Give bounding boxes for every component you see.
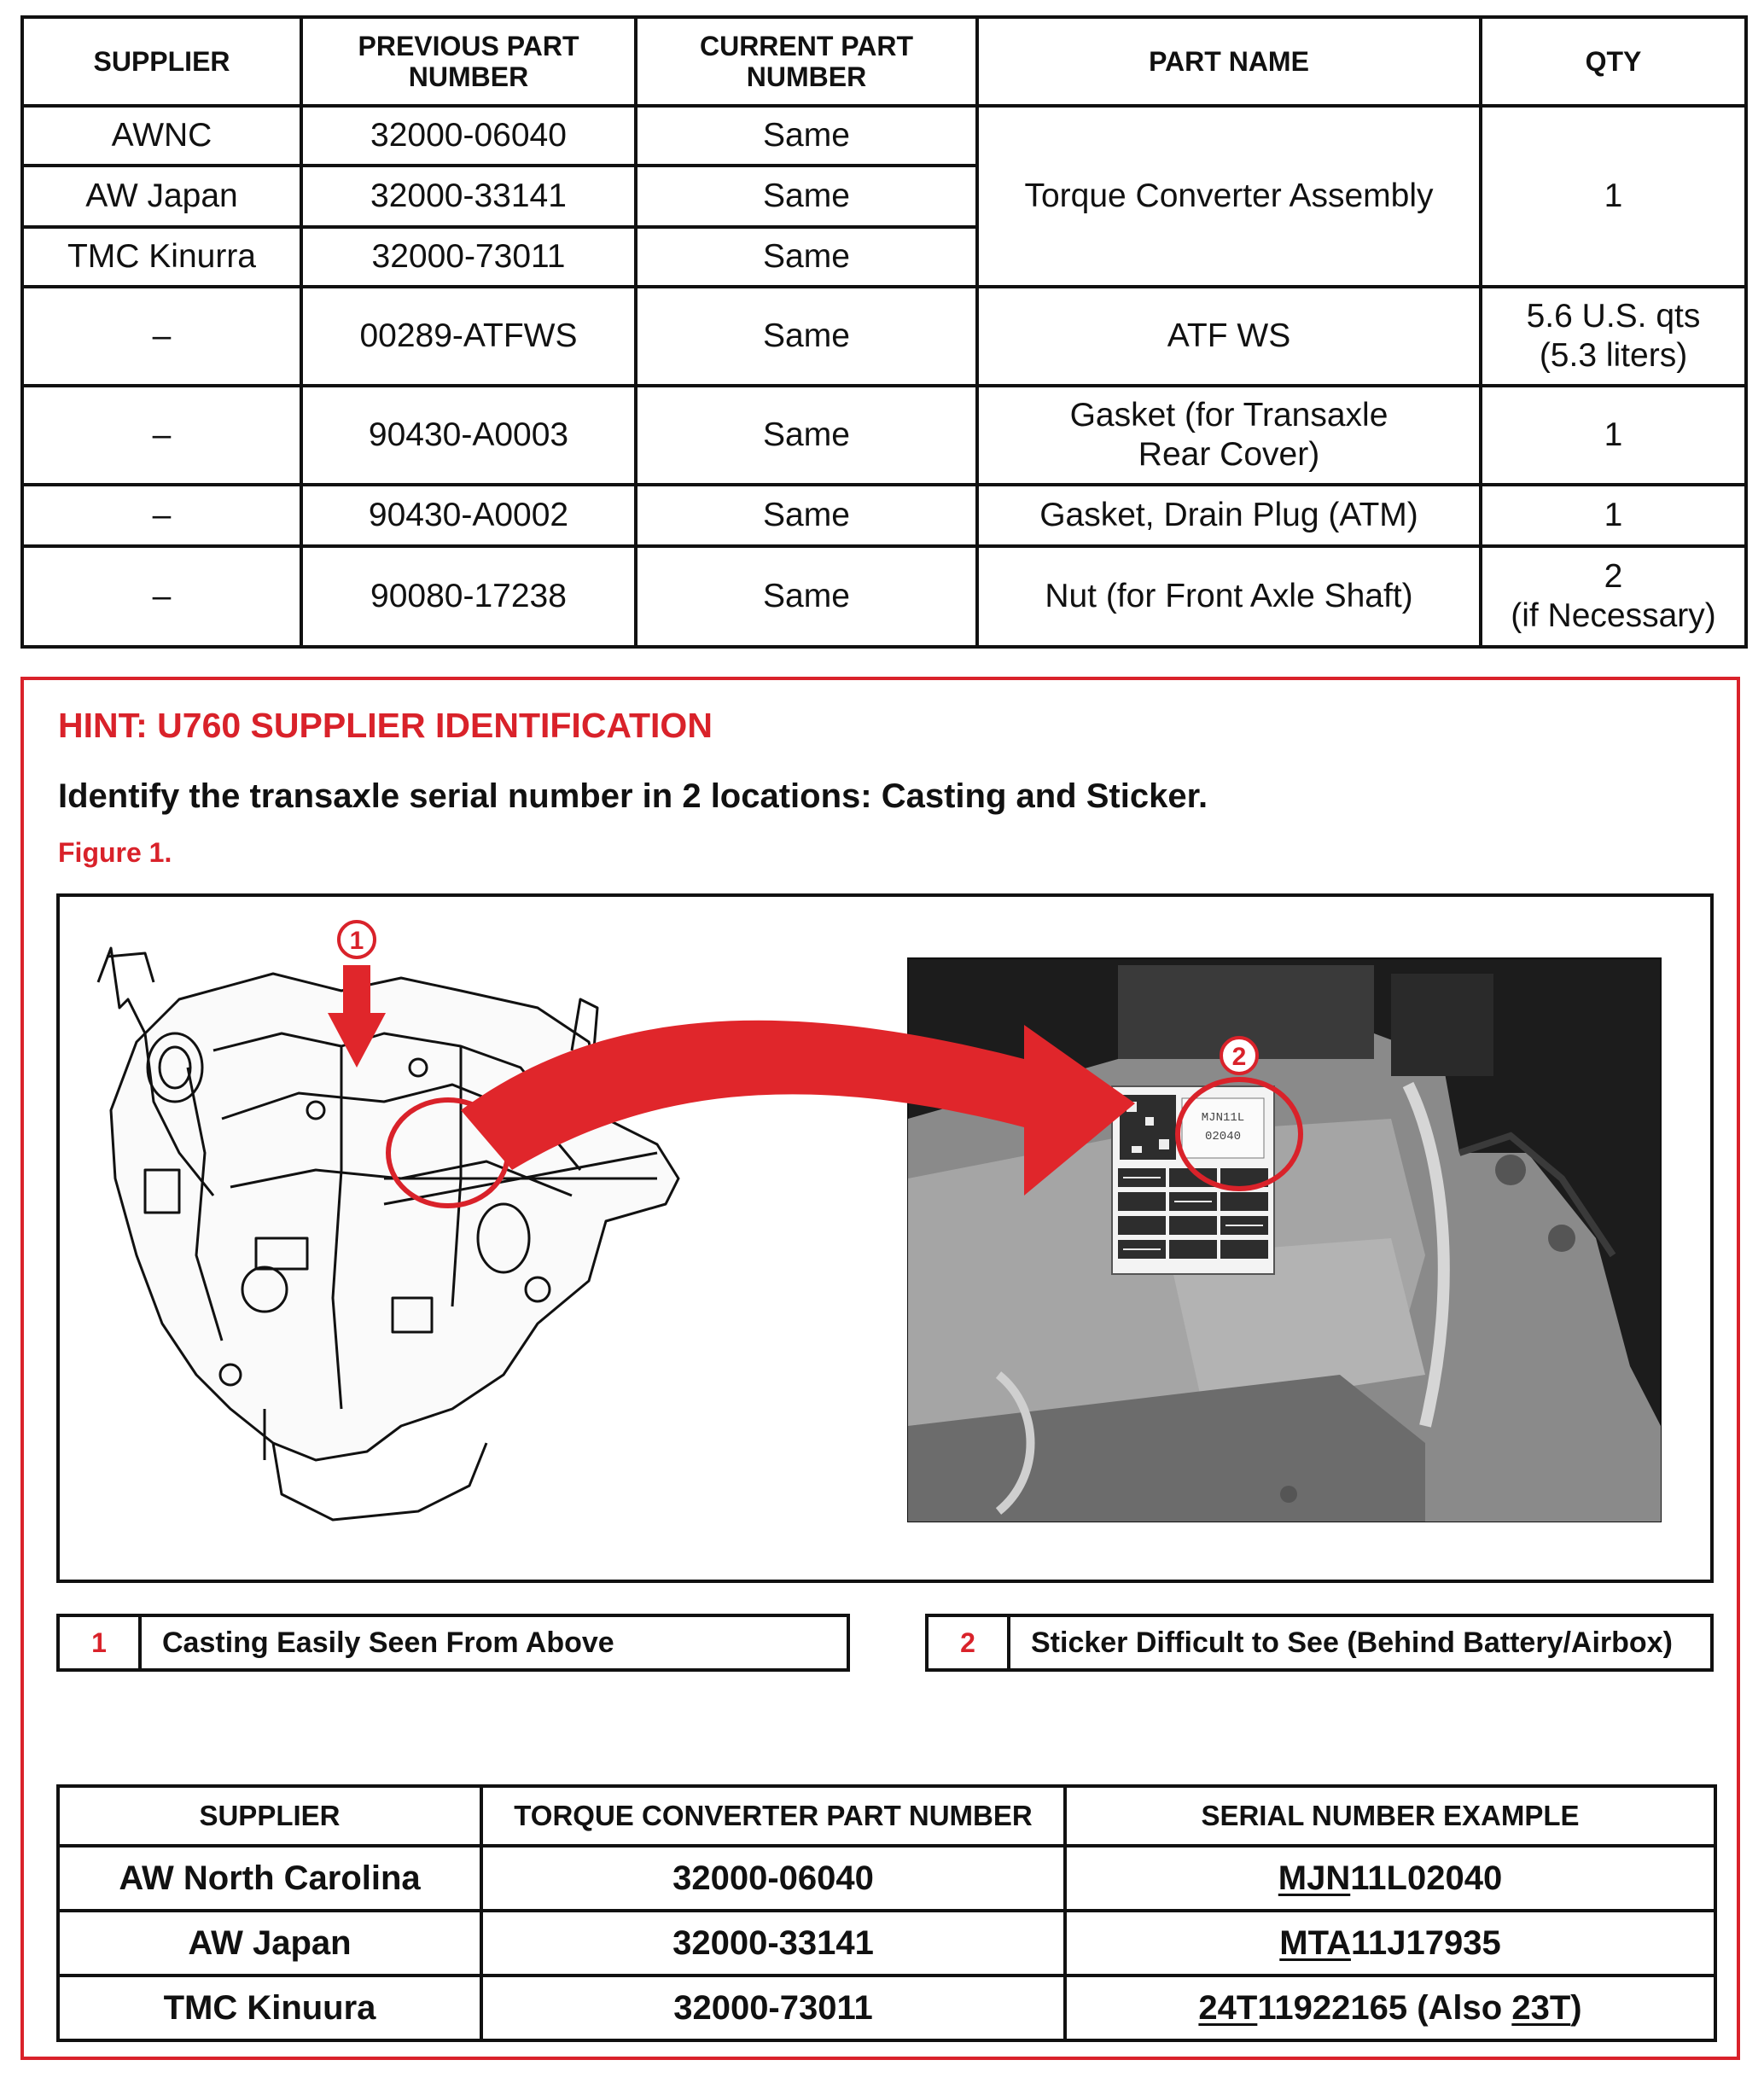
cell-qty-torque-converter: 1 (1481, 106, 1746, 287)
supplier-table-header (58, 1786, 1715, 1846)
figure-1 (56, 893, 1714, 1583)
cell-serial: MJN11L02040 (1065, 1846, 1715, 1911)
svg-text:MJN11L: MJN11L (1201, 1111, 1245, 1125)
cell-supplier: – (22, 485, 301, 546)
cell-qty: 2 (if Necessary) (1481, 546, 1746, 647)
cell-current: Same (636, 227, 977, 287)
figure-label: Figure 1. (58, 837, 172, 868)
parts-table (20, 15, 1748, 649)
cell-previous: 32000-06040 (301, 106, 636, 166)
cell-current: Same (636, 166, 977, 227)
hint-title: HINT: U760 SUPPLIER IDENTIFICATION (58, 706, 713, 745)
transaxle-drawing (98, 948, 678, 1520)
table-row (22, 546, 1746, 647)
svg-text:02040: 02040 (1204, 1130, 1242, 1143)
cell-supplier: AW Japan (22, 166, 301, 227)
header-part-name: PART NAME (977, 17, 1481, 106)
callout-1-text: Casting Easily Seen From Above (162, 1626, 614, 1659)
cell-current: Same (636, 485, 977, 546)
svg-text:1: 1 (349, 927, 364, 955)
cell-part-name: Gasket (for Transaxle Rear Cover) (977, 386, 1481, 485)
cell-current: Same (636, 386, 977, 485)
header-qty: QTY (1481, 17, 1746, 106)
table-row (58, 1911, 1715, 1976)
cell-supplier: – (22, 386, 301, 485)
cell-supplier: AWNC (22, 106, 301, 166)
cell-current: Same (636, 287, 977, 386)
cell-previous: 90430-A0003 (301, 386, 636, 485)
callout-2-text: Sticker Difficult to See (Behind Battery/Airbox) (1031, 1626, 1673, 1659)
hint-box (20, 677, 1740, 2060)
header-supplier: SUPPLIER (58, 1786, 481, 1846)
supplier-table (56, 1784, 1717, 2042)
callout-2 (925, 1614, 1714, 1672)
marker-2 (1221, 1038, 1257, 1074)
header-current-part-number: CURRENT PART NUMBER (636, 17, 977, 106)
header-serial-number-example: SERIAL NUMBER EXAMPLE (1065, 1786, 1715, 1846)
callout-2-number: 2 (929, 1617, 1010, 1668)
marker-1 (339, 922, 375, 957)
callout-1 (56, 1614, 850, 1672)
table-row (22, 386, 1746, 485)
cell-part: 32000-33141 (481, 1911, 1065, 1976)
callout-1-number: 1 (60, 1617, 142, 1668)
table-row (58, 1846, 1715, 1911)
cell-supplier: AW North Carolina (58, 1846, 481, 1911)
cell-part-name: Nut (for Front Axle Shaft) (977, 546, 1481, 647)
sticker-photo (908, 958, 1661, 1522)
table-row (22, 485, 1746, 546)
cell-qty: 5.6 U.S. qts (5.3 liters) (1481, 287, 1746, 386)
cell-previous: 90080-17238 (301, 546, 636, 647)
header-supplier: SUPPLIER (22, 17, 301, 106)
cell-part-name-torque-converter: Torque Converter Assembly (977, 106, 1481, 287)
cell-qty: 1 (1481, 386, 1746, 485)
cell-supplier: TMC Kinuura (58, 1976, 481, 2040)
svg-text:2: 2 (1231, 1043, 1247, 1071)
cell-part: 32000-73011 (481, 1976, 1065, 2040)
cell-supplier: AW Japan (58, 1911, 481, 1976)
cell-serial: MTA11J17935 (1065, 1911, 1715, 1976)
cell-current: Same (636, 106, 977, 166)
cell-supplier: TMC Kinurra (22, 227, 301, 287)
cell-previous: 32000-33141 (301, 166, 636, 227)
cell-qty: 1 (1481, 485, 1746, 546)
hint-subtitle: Identify the transaxle serial number in 2 locations: Casting and Sticker. (58, 777, 1208, 815)
parts-table-header (22, 17, 1746, 106)
cell-part-name: Gasket, Drain Plug (ATM) (977, 485, 1481, 546)
cell-previous: 32000-73011 (301, 227, 636, 287)
cell-part: 32000-06040 (481, 1846, 1065, 1911)
cell-part-name: ATF WS (977, 287, 1481, 386)
cell-supplier: – (22, 287, 301, 386)
table-row (22, 287, 1746, 386)
header-previous-part-number: PREVIOUS PART NUMBER (301, 17, 636, 106)
figure-illustration (60, 897, 1710, 1580)
cell-previous: 00289-ATFWS (301, 287, 636, 386)
cell-current: Same (636, 546, 977, 647)
table-row (58, 1976, 1715, 2040)
table-row (22, 106, 1746, 166)
cell-supplier: – (22, 546, 301, 647)
header-torque-converter-part-number: TORQUE CONVERTER PART NUMBER (481, 1786, 1065, 1846)
cell-previous: 90430-A0002 (301, 485, 636, 546)
cell-serial: 24T11922165 (Also 23T) (1065, 1976, 1715, 2040)
